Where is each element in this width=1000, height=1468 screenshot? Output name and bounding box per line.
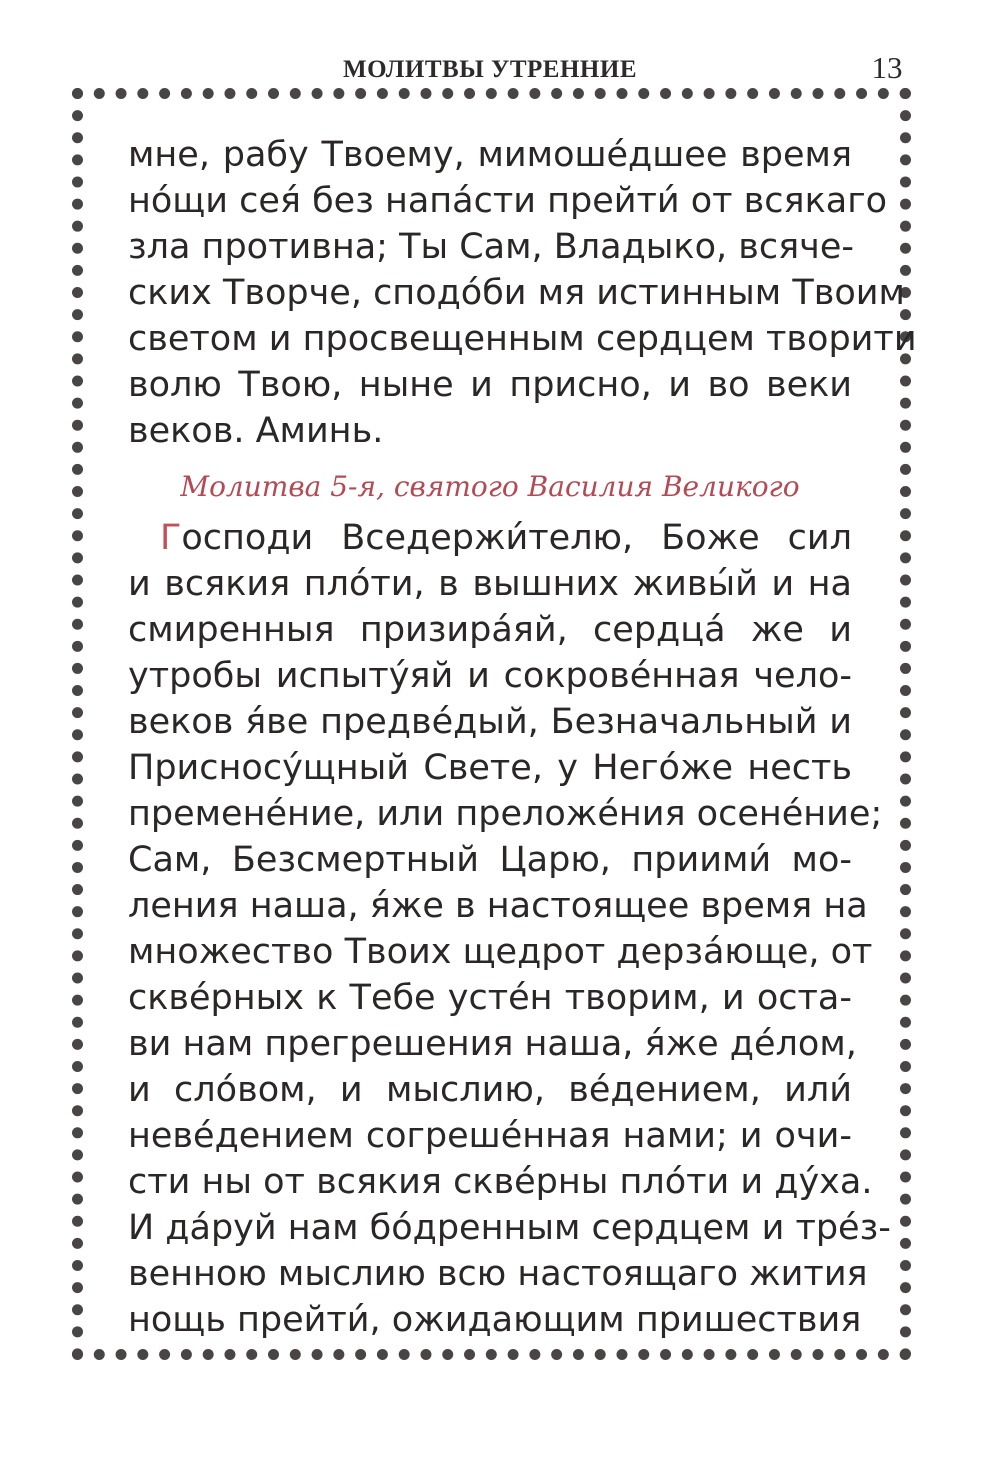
prayer-heading: Молитва 5-я, святого Василия Великого bbox=[180, 470, 800, 503]
text-line: Присносу́щный Свете, у Него́же несть bbox=[128, 748, 852, 788]
text-line: утробы испыту́яй и сокрове́нная чело- bbox=[128, 656, 852, 696]
text-line: и всякия пло́ти, в вышних живы́й и на bbox=[128, 564, 852, 604]
text-line: зла противна; Ты Сам, Владыко, всяче- bbox=[128, 227, 854, 267]
prayer-text bbox=[128, 515, 891, 1343]
prayer-first-line bbox=[128, 515, 852, 561]
text-line: И да́руй нам бо́дренным сердцем и тре́з- bbox=[128, 1208, 891, 1248]
text-line: сти ны от всякия скве́рны пло́ти и ду́ха. bbox=[128, 1162, 873, 1202]
text-line: волю Твою, ныне и присно, и во веки bbox=[128, 365, 852, 405]
text-line: ви нам прегрешения наша, я́же де́лом, bbox=[128, 1024, 857, 1064]
text-line: веков я́ве предве́дый, Безначальный и bbox=[128, 702, 852, 742]
first-line-rest: осподи Вседержи́телю, Боже сил bbox=[181, 518, 852, 558]
text-line: веков. Аминь. bbox=[128, 411, 384, 451]
text-line: мне, рабу Твоему, мимоше́дшее время bbox=[128, 135, 852, 175]
text-line: но́щи сея́ без напа́сти прейти́ от всякаго bbox=[128, 181, 887, 221]
text-line: неве́дением согреше́нная нами; и очи- bbox=[128, 1116, 852, 1156]
text-line: множество Твоих щедрот дерза́юще, от bbox=[128, 932, 873, 972]
text-line: Сам, Безсмертный Царю, приими́ мо- bbox=[128, 840, 852, 880]
drop-initial: Г bbox=[160, 518, 182, 558]
text-line: премене́ние, или преложе́ния осене́ние; bbox=[128, 794, 883, 834]
text-line: венною мыслию всю настоящаго жития bbox=[128, 1254, 868, 1294]
text-line: светом и просвещенным сердцем творити bbox=[128, 319, 917, 359]
running-title: МОЛИТВЫ УТРЕННИЕ bbox=[343, 56, 637, 83]
text-line: скве́рных к Тебе усте́н творим, и оста- bbox=[128, 978, 852, 1018]
text-line: ских Творче, сподо́би мя истинным Твоим bbox=[128, 273, 905, 313]
top-paragraph bbox=[128, 132, 917, 454]
text-line: нощь прейти́, ожидающим пришествия bbox=[128, 1300, 862, 1340]
text-line: ления наша, я́же в настоящее время на bbox=[128, 886, 868, 926]
text-line: и сло́вом, и мыслию, ве́дением, или́ bbox=[128, 1070, 852, 1110]
text-line: смиренныя призира́яй, сердца́ же и bbox=[128, 610, 852, 650]
page-number: 13 bbox=[871, 50, 903, 85]
